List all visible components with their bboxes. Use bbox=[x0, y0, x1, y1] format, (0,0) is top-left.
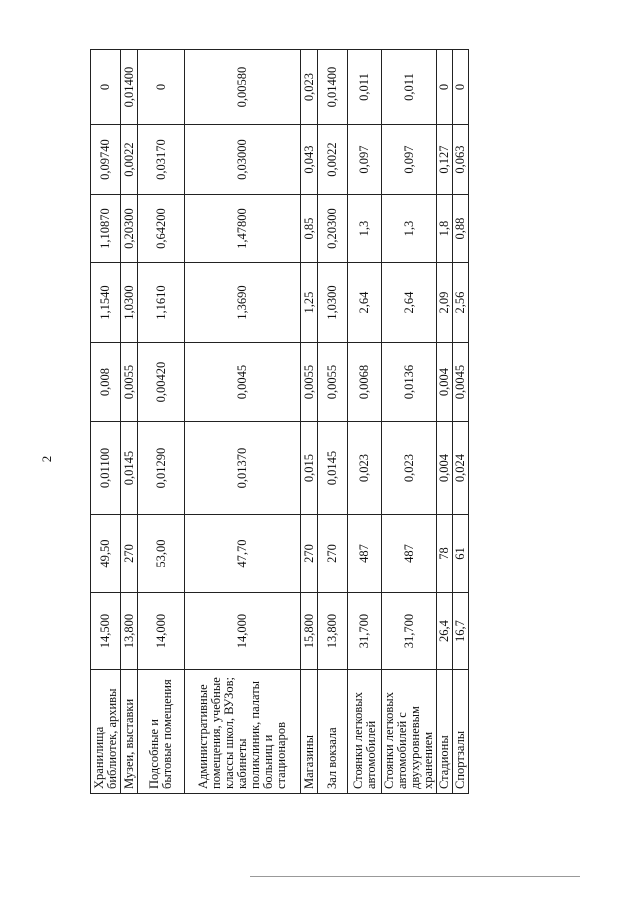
table-cell: 0,0022 bbox=[318, 125, 348, 195]
row-label: Магазины bbox=[301, 670, 318, 794]
row-label: Стоянки легковых автомобилей с двухуровневым хранением bbox=[382, 670, 437, 794]
row-label: Спортзалы bbox=[453, 670, 469, 794]
table-cell: 270 bbox=[121, 515, 138, 593]
table-cell: 31,700 bbox=[382, 593, 437, 670]
table-cell: 0,011 bbox=[348, 50, 382, 125]
table-cell: 1,1540 bbox=[91, 263, 121, 343]
table-cell: 0,011 bbox=[382, 50, 437, 125]
table-cell: 0,00580 bbox=[185, 50, 301, 125]
table-cell: 0,008 bbox=[91, 343, 121, 422]
table-cell: 47,70 bbox=[185, 515, 301, 593]
table-cell: 0,0145 bbox=[318, 422, 348, 515]
footer-divider bbox=[250, 876, 580, 877]
table-cell: 26,4 bbox=[437, 593, 453, 670]
table-cell: 270 bbox=[301, 515, 318, 593]
table-cell: 0,0055 bbox=[301, 343, 318, 422]
table-cell: 0,0045 bbox=[453, 343, 469, 422]
table-cell: 0,023 bbox=[348, 422, 382, 515]
table-cell: 13,800 bbox=[318, 593, 348, 670]
table-cell: 1,3 bbox=[348, 195, 382, 263]
table-cell: 1,1610 bbox=[138, 263, 185, 343]
table-cell: 0,01100 bbox=[91, 422, 121, 515]
table-row bbox=[138, 50, 185, 794]
table-cell: 78 bbox=[437, 515, 453, 593]
row-label: Стоянки легковых автомобилей bbox=[348, 670, 382, 794]
table-cell: 0,015 bbox=[301, 422, 318, 515]
table-cell: 270 bbox=[318, 515, 348, 593]
table-cell: 0,88 bbox=[453, 195, 469, 263]
table-cell: 1,25 bbox=[301, 263, 318, 343]
table-cell: 53,00 bbox=[138, 515, 185, 593]
table-cell: 0,03000 bbox=[185, 125, 301, 195]
table-cell: 1,10870 bbox=[91, 195, 121, 263]
table-cell: 0,023 bbox=[301, 50, 318, 125]
table-cell: 1,47800 bbox=[185, 195, 301, 263]
table-cell: 2,64 bbox=[348, 263, 382, 343]
table-row bbox=[301, 50, 318, 794]
table-cell: 0,01290 bbox=[138, 422, 185, 515]
table-cell: 0 bbox=[437, 50, 453, 125]
table-row bbox=[185, 50, 301, 794]
table-cell: 0,004 bbox=[437, 422, 453, 515]
table-cell: 0 bbox=[91, 50, 121, 125]
table-cell: 0,0055 bbox=[121, 343, 138, 422]
table-cell: 0,09740 bbox=[91, 125, 121, 195]
table-cell: 0,097 bbox=[382, 125, 437, 195]
table-row bbox=[121, 50, 138, 794]
table-cell: 0,64200 bbox=[138, 195, 185, 263]
table-cell: 0,85 bbox=[301, 195, 318, 263]
table-cell: 1,8 bbox=[437, 195, 453, 263]
table-cell: 1,3690 bbox=[185, 263, 301, 343]
table-cell: 1,0300 bbox=[318, 263, 348, 343]
table-cell: 0,004 bbox=[437, 343, 453, 422]
table-cell: 1,0300 bbox=[121, 263, 138, 343]
page-number: 2 bbox=[39, 455, 54, 463]
row-label: Подсобные и бытовые помещения bbox=[138, 670, 185, 794]
table-cell: 2,09 bbox=[437, 263, 453, 343]
table-cell: 61 bbox=[453, 515, 469, 593]
table-row bbox=[453, 50, 469, 794]
table-cell: 2,64 bbox=[382, 263, 437, 343]
table-row bbox=[318, 50, 348, 794]
table-row bbox=[348, 50, 382, 794]
table-cell: 487 bbox=[382, 515, 437, 593]
table-cell: 0,01370 bbox=[185, 422, 301, 515]
table-cell: 0,023 bbox=[382, 422, 437, 515]
row-label: Зал вокзала bbox=[318, 670, 348, 794]
table-cell: 13,800 bbox=[121, 593, 138, 670]
table-body bbox=[91, 50, 469, 794]
table-cell: 15,800 bbox=[301, 593, 318, 670]
data-table bbox=[90, 49, 469, 794]
table-cell: 0,063 bbox=[453, 125, 469, 195]
row-label: Хранилища библиотек, архивы bbox=[91, 670, 121, 794]
table-cell: 0,127 bbox=[437, 125, 453, 195]
table-cell: 14,000 bbox=[185, 593, 301, 670]
table-cell: 487 bbox=[348, 515, 382, 593]
table-cell: 0,024 bbox=[453, 422, 469, 515]
table-cell: 0,0055 bbox=[318, 343, 348, 422]
table-cell: 0 bbox=[453, 50, 469, 125]
row-label: Стадионы bbox=[437, 670, 453, 794]
table-cell: 0,20300 bbox=[318, 195, 348, 263]
table-cell: 0,0136 bbox=[382, 343, 437, 422]
data-table-container bbox=[90, 50, 466, 794]
table-cell: 0,03170 bbox=[138, 125, 185, 195]
table-cell: 49,50 bbox=[91, 515, 121, 593]
table-cell: 14,500 bbox=[91, 593, 121, 670]
table-cell: 0,00420 bbox=[138, 343, 185, 422]
table-cell: 0 bbox=[138, 50, 185, 125]
table-cell: 1,3 bbox=[382, 195, 437, 263]
row-label: Административные помещения, учебные классы школ, ВУЗов; кабинеты поликлиник, палаты больниц и стационаров bbox=[185, 670, 301, 794]
table-row bbox=[91, 50, 121, 794]
table-cell: 14,000 bbox=[138, 593, 185, 670]
table-cell: 0,043 bbox=[301, 125, 318, 195]
table-cell: 31,700 bbox=[348, 593, 382, 670]
table-row bbox=[382, 50, 437, 794]
table-cell: 0,20300 bbox=[121, 195, 138, 263]
table-cell: 0,097 bbox=[348, 125, 382, 195]
row-label: Музеи, выставки bbox=[121, 670, 138, 794]
table-cell: 0,0045 bbox=[185, 343, 301, 422]
table-cell: 2,56 bbox=[453, 263, 469, 343]
table-cell: 0,0022 bbox=[121, 125, 138, 195]
table-cell: 16,7 bbox=[453, 593, 469, 670]
table-cell: 0,0068 bbox=[348, 343, 382, 422]
table-cell: 0,0145 bbox=[121, 422, 138, 515]
table-cell: 0,01400 bbox=[121, 50, 138, 125]
table-row bbox=[437, 50, 453, 794]
table-cell: 0,01400 bbox=[318, 50, 348, 125]
